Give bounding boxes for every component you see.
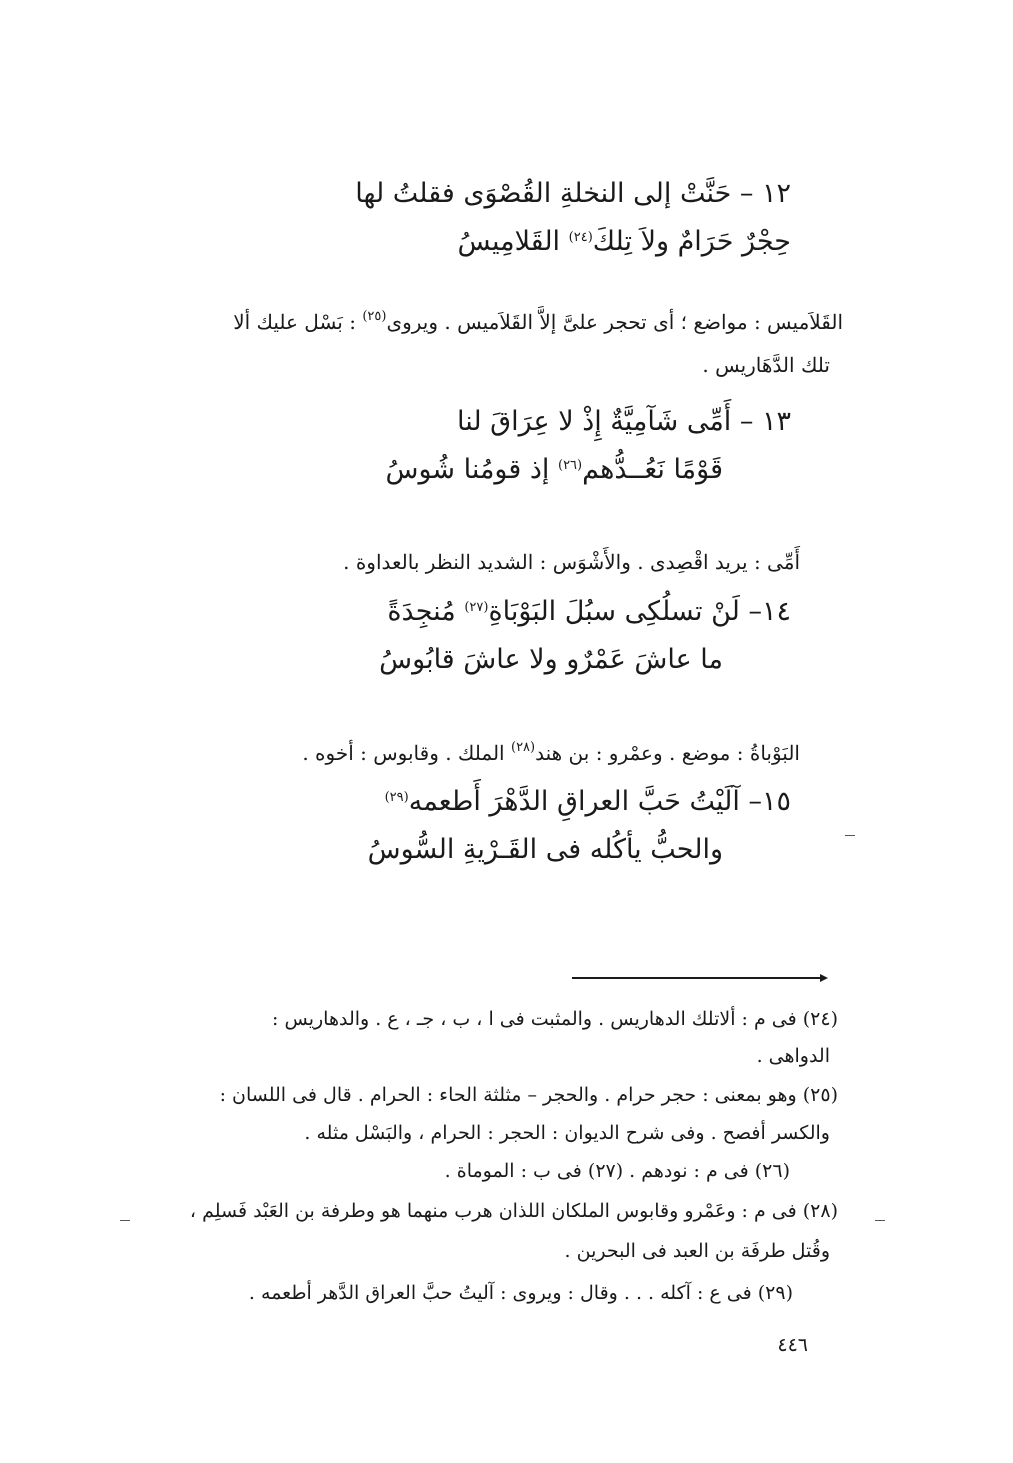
footnote-28-text-1: (٢٨) فى م : وعَمْرو وقابوس الملكان اللذان هرب منهما هو وطرفة بن العَبْد فَسلِم ، [189, 1200, 838, 1222]
gloss-12-text-a: القَلاَميس : مواضع ؛ أى تحجر علىَّ إلاَّ القَلاَميس . ويروى [386, 310, 843, 335]
footnote-ref-28: (٢٨) [510, 740, 536, 755]
gloss-13 [343, 550, 800, 574]
margin-mark [845, 835, 855, 836]
verse-12-number: ١٢ – [739, 178, 791, 209]
verse-14-first-end: مُنجِدَةً [387, 596, 456, 627]
verse-13-second-text: قَوْمًا نَعُــدُّهم [582, 454, 723, 485]
verse-14-second-hemistich [379, 644, 723, 675]
gloss-14-text-a: البَوْباةُ : موضع . وعمْرو : بن هند [535, 741, 800, 766]
footnote-25-text-1: (٢٥) وهو بمعنى : حجر حرام . والحجر – مثلثة الحاء : الحرام . قال فى اللسان : [219, 1084, 838, 1106]
verse-13-second-end: إذ قومُنا شُوسُ [385, 454, 550, 485]
footnote-25-line-1 [220, 1084, 838, 1106]
verse-15-first-hemistich [385, 786, 791, 817]
verse-13-first-hemistich [457, 406, 791, 437]
gloss-12-text-c: تلك الدَّهَاريس . [702, 353, 830, 377]
margin-mark [875, 1220, 885, 1221]
footnote-28-line-1 [190, 1200, 838, 1222]
verse-12-second-text: حِجْرٌ حَرَامٌ ولاَ تِلكَ [592, 226, 791, 257]
footnote-24-text-2: الدواهى . [756, 1045, 830, 1067]
verse-15-first-text: آلَيْتُ حَبَّ العراقِ الدَّهْرَ أَطعمه [408, 786, 740, 817]
footnote-26-27 [445, 1160, 790, 1182]
footnote-separator [572, 977, 824, 979]
verse-14-second-text: ما عاشَ عَمْرٌو ولا عاشَ قابُوسُ [379, 644, 723, 675]
verse-15-number: ١٥– [748, 786, 791, 817]
footnote-ref-27: (٢٧) [464, 599, 489, 615]
verse-15-second-hemistich [368, 834, 723, 865]
footnote-ref-29: (٢٩) [384, 789, 409, 805]
gloss-12-line-1 [233, 309, 843, 334]
footnote-separator-tip [820, 974, 828, 982]
footnote-29 [249, 1282, 793, 1304]
page-number: ٤٤٦ [777, 1334, 808, 1356]
verse-13-second-hemistich [385, 454, 723, 485]
gloss-12-line-2 [702, 353, 830, 377]
footnote-29-text: (٢٩) فى ع : آكله . . . وقال : ويروى : آليتُ حبَّ العراق الدَّهر أطعمه . [248, 1282, 793, 1304]
gloss-12-text-b: : بَسْل عليك ألا [233, 310, 356, 335]
footnote-24-line-2 [757, 1045, 830, 1067]
footnote-24-text-1: (٢٤) فى م : ألاتلك الدهاريس . والمثبت فى ا ، ب ، جـ ، ع . والدهاريس : [272, 1008, 838, 1030]
footnote-24-line-1 [272, 1008, 838, 1030]
gloss-14 [302, 740, 800, 765]
footnote-26-27-text: (٢٦) فى م : نودهم . (٢٧) فى ب : الموماة . [444, 1160, 790, 1182]
verse-13-number: ١٣ – [739, 406, 791, 437]
footnote-28-text-2: وقُتل طرفَة بن العبد فى البحرين . [564, 1240, 830, 1262]
verse-14-first-hemistich [387, 596, 791, 627]
footnote-25-text-2: والكسر أفصح . وفى شرح الديوان : الحجر : الحرام ، والبَسْل مثله . [304, 1122, 830, 1144]
verse-12-first-hemistich [355, 178, 791, 209]
verse-14-number: ١٤– [748, 596, 791, 627]
footnote-ref-25: (٢٥) [362, 309, 387, 324]
footnote-25-line-2 [304, 1122, 830, 1144]
footnote-ref-26: (٢٦) [558, 457, 583, 473]
margin-mark [120, 1220, 130, 1221]
gloss-13-text: أَمِّى : يريد اقْصِدى . والأَشْوَس : الشديد النظر بالعداوة . [343, 550, 800, 574]
verse-12-second-end: القَلامِيسُ [457, 226, 561, 257]
verse-12-first-text: حَنَّتْ إلى النخلةِ القُصْوَى فقلتُ لها [355, 178, 732, 209]
verse-13-first-text: أَمِّى شَآمِيَّةٌ إِذْ لا عِرَاقَ لنا [456, 406, 732, 437]
verse-15-second-text: والحبُّ يأكُله فى القَـرْيةِ السُّوسُ [367, 834, 723, 865]
gloss-14-text-b: الملك . وقابوس : أخوه . [302, 741, 505, 766]
verse-14-first-text: لَنْ تسلُكِى سبُلَ البَوْبَاةِ [488, 596, 740, 627]
footnote-ref-24: (٢٤) [568, 229, 593, 245]
verse-12-second-hemistich [458, 226, 791, 257]
footnote-28-line-2 [565, 1240, 830, 1262]
